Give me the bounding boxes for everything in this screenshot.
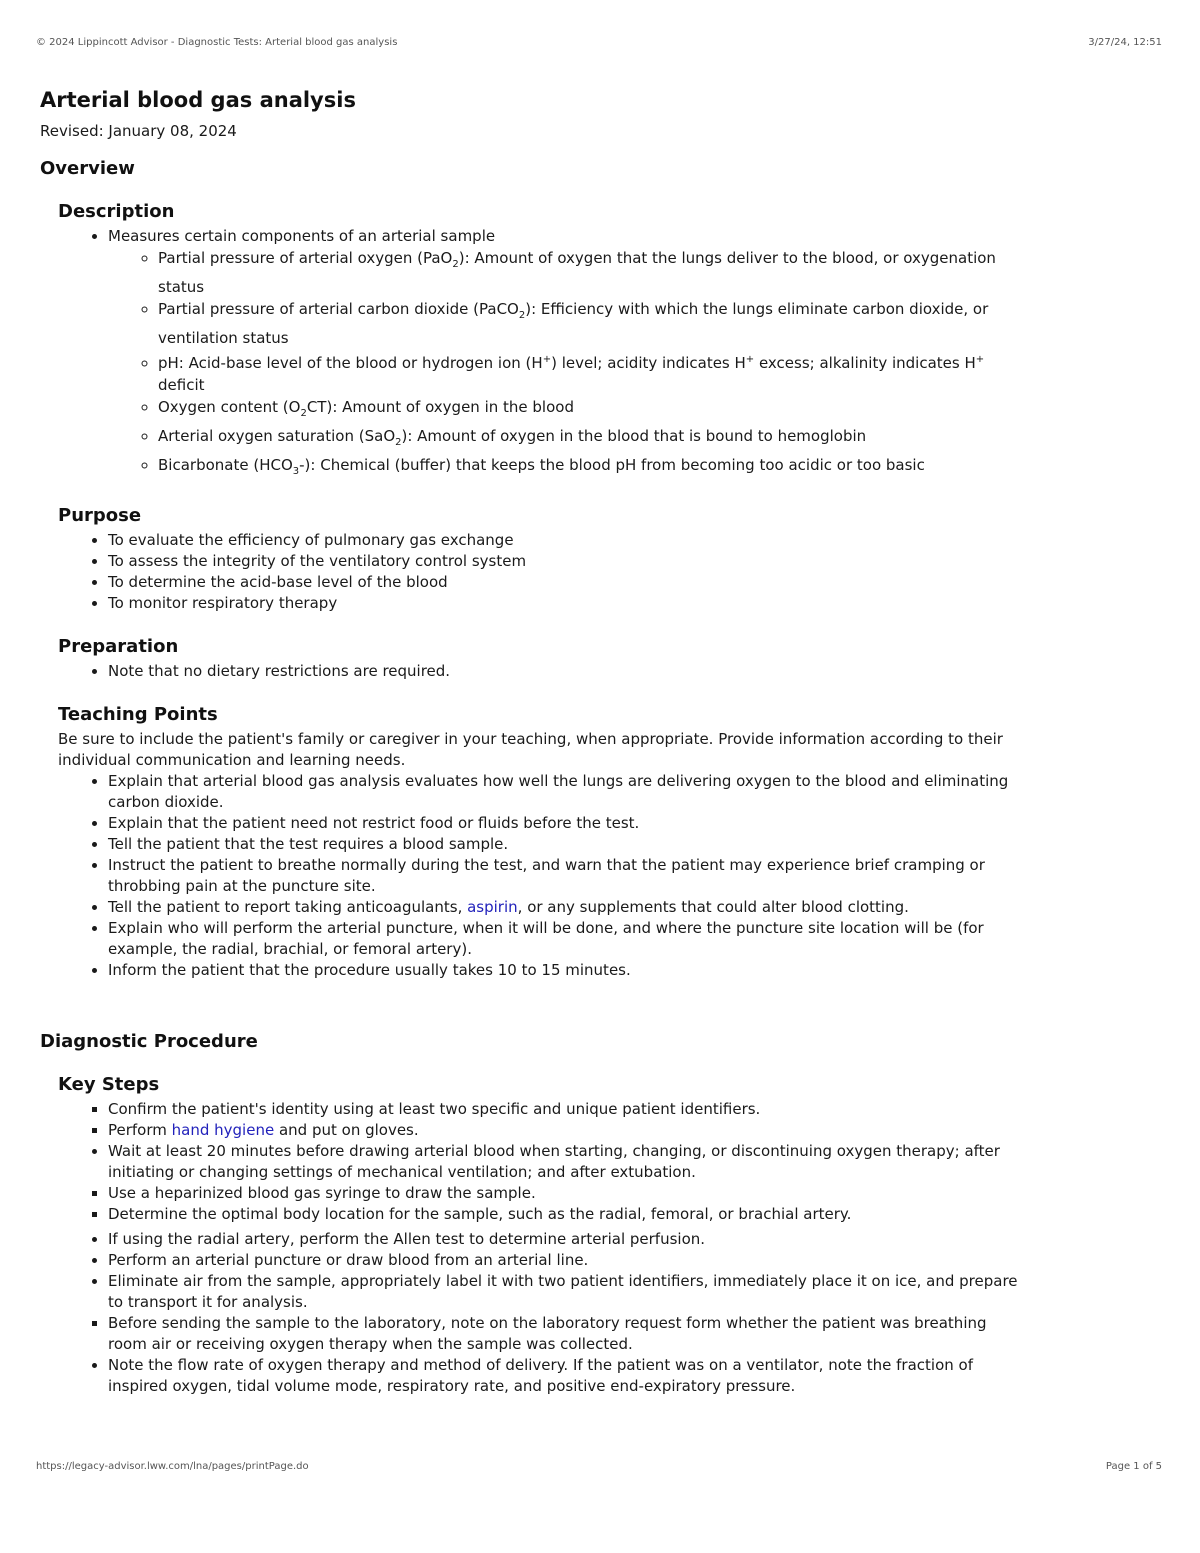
purpose-section bbox=[40, 505, 1020, 614]
diagnostic-procedure-heading: Diagnostic Procedure bbox=[40, 1031, 258, 1052]
list-item: • Explain that arterial blood gas analysis evaluates how well the lungs are delivering oxygen to the blood and eliminating carbon dioxide. bbox=[108, 771, 1020, 813]
page-number: Page 1 of 5 bbox=[1105, 1461, 1162, 1472]
list-item: ◦ Bicarbonate $(HCO_3-)$: Chemical (buffer) that keeps the blood pH from becoming too acidic or too basic bbox=[158, 454, 1020, 483]
list-item: ◦ Partial pressure of arterial carbon dioxide (PaCO$_2$): Efficiency with which the lungs eliminate carbon dioxide, or ventilation status bbox=[158, 298, 1020, 349]
list-item: • Perform an arterial puncture or draw blood from an arterial line. bbox=[108, 1250, 1020, 1271]
hand-hygiene-link[interactable]: hand hygiene bbox=[171, 1121, 275, 1139]
list-item: ◦ Arterial oxygen saturation (SaO$_2$): Amount of oxygen in the blood that is bound to hemoglobin bbox=[158, 425, 1020, 454]
list-item: • To determine the acid-base level of the blood bbox=[108, 572, 1020, 593]
teaching-points-section bbox=[40, 704, 1020, 981]
key-steps-heading: Key Steps bbox=[58, 1074, 160, 1095]
print-header-timestamp: 3/27/24, 12:51 bbox=[1088, 37, 1162, 48]
preparation-list bbox=[40, 661, 1020, 682]
print-header-title: © 2024 Lippincott Advisor - Diagnostic Tests: Arterial blood gas analysis bbox=[36, 37, 398, 48]
list-item: ◦ Partial pressure of arterial oxygen (PaO$_2$): Amount of oxygen that the lungs deliver to the blood, or oxygenation status bbox=[158, 247, 1020, 298]
print-footer bbox=[36, 1461, 1162, 1472]
list-item: • Tell the patient that the test requires a blood sample. bbox=[108, 834, 1020, 855]
document-body bbox=[40, 88, 1020, 1419]
list-item: • Note that no dietary restrictions are required. bbox=[108, 661, 1020, 682]
list-item: • Explain that the patient need not restrict food or fluids before the test. bbox=[108, 813, 1020, 834]
list-item: • Instruct the patient to breathe normally during the test, and warn that the patient may experience brief cramping or throbbing pain at the puncture site. bbox=[108, 855, 1020, 897]
list-item: • To evaluate the efficiency of pulmonary gas exchange bbox=[108, 530, 1020, 551]
revised-date: Revised: January 08, 2024 bbox=[40, 122, 237, 140]
overview-heading: Overview bbox=[40, 158, 135, 179]
preparation-heading: Preparation bbox=[58, 636, 179, 657]
description-sublist bbox=[108, 247, 1020, 483]
list-item: ◦ Oxygen content $(O_2CT)$: Amount of oxygen in the blood bbox=[158, 396, 1020, 425]
key-steps-section bbox=[40, 1074, 1020, 1397]
list-item: • To monitor respiratory therapy bbox=[108, 593, 1020, 614]
description-list bbox=[40, 226, 1020, 483]
purpose-list bbox=[40, 530, 1020, 614]
list-item: • Explain who will perform the arterial puncture, when it will be done, and where the puncture site location will be (for example, the radial, brachial, or femoral artery). bbox=[108, 918, 1020, 960]
list-item: • Eliminate air from the sample, appropriately label it with two patient identifiers, immediately place it on ice, and prepare to transport it for analysis. bbox=[108, 1271, 1020, 1313]
teaching-intro: Be sure to include the patient's family or caregiver in your teaching, when appropriate. Provide information according to their individual communication and learning needs. bbox=[58, 730, 1003, 769]
teaching-list bbox=[40, 771, 1020, 981]
teaching-points-heading: Teaching Points bbox=[58, 704, 218, 725]
list-item: ◦ pH: Acid-base level of the blood or hydrogen ion (H+) level; acidity indicates H+ excess; alkalinity indicates H+ deficit bbox=[158, 349, 1020, 396]
list-item: ▪ Before sending the sample to the laboratory, note on the laboratory request form whether the patient was breathing room air or receiving oxygen therapy when the sample was collected. bbox=[108, 1313, 1020, 1355]
list-item: ▪ Use a heparinized blood gas syringe to draw the sample. bbox=[108, 1183, 1020, 1204]
list-item: • Measures certain components of an arterial sample ◦ Partial pressure of arterial oxygen (PaO$_2$): Amount of oxygen that the lungs deliver to the blood, or oxygenation status ◦ Partial pressure of arterial carbon dioxide (PaCO$_2$): Efficiency with which the lungs eliminate carbon dioxide, or ventilation status ◦ pH: Acid-base level of the blood or hydrogen ion (H+) level; acidity indicates H+ excess; alkalinity indicates H+ deficit ◦ Oxygen content $(O_2CT)$: Amount of oxygen in the blood ◦ Arterial oxygen saturation (SaO$_2$): Amount of oxygen in the blood that is bound to hemoglobin ◦ Bicarbonate $(HCO_3-)$: Chemical (buffer) that keeps the blood pH from becoming too acidic or too basic bbox=[108, 226, 1020, 483]
key-steps-list bbox=[40, 1099, 1020, 1397]
list-item: • Note the flow rate of oxygen therapy and method of delivery. If the patient was on a ventilator, note the fraction of inspired oxygen, tidal volume mode, respiratory rate, and positive end-expiratory pressure. bbox=[108, 1355, 1020, 1397]
description-section bbox=[40, 201, 1020, 483]
list-item: ▪ Confirm the patient's identity using at least two specific and unique patient identifiers. bbox=[108, 1099, 1020, 1120]
page-title: Arterial blood gas analysis bbox=[40, 88, 356, 112]
list-item: • If using the radial artery, perform the Allen test to determine arterial perfusion. bbox=[108, 1229, 1020, 1250]
print-footer-url: https://legacy-advisor.lww.com/lna/pages/printPage.do bbox=[36, 1461, 309, 1472]
list-item: • Tell the patient to report taking anticoagulants, aspirin, or any supplements that could alter blood clotting. bbox=[108, 897, 1020, 918]
list-item: ▪ Perform hand hygiene and put on gloves. bbox=[108, 1120, 1020, 1141]
description-heading: Description bbox=[58, 201, 175, 222]
preparation-section bbox=[40, 636, 1020, 682]
print-header bbox=[36, 37, 1162, 48]
purpose-heading: Purpose bbox=[58, 505, 142, 526]
aspirin-link[interactable]: aspirin bbox=[467, 898, 518, 916]
list-item: • Wait at least 20 minutes before drawing arterial blood when starting, changing, or discontinuing oxygen therapy; after initiating or changing settings of mechanical ventilation; and after extubation. bbox=[108, 1141, 1020, 1183]
list-item: ▪ Determine the optimal body location for the sample, such as the radial, femoral, or brachial artery. bbox=[108, 1204, 1020, 1225]
list-item: • Inform the patient that the procedure usually takes 10 to 15 minutes. bbox=[108, 960, 1020, 981]
list-item: • To assess the integrity of the ventilatory control system bbox=[108, 551, 1020, 572]
